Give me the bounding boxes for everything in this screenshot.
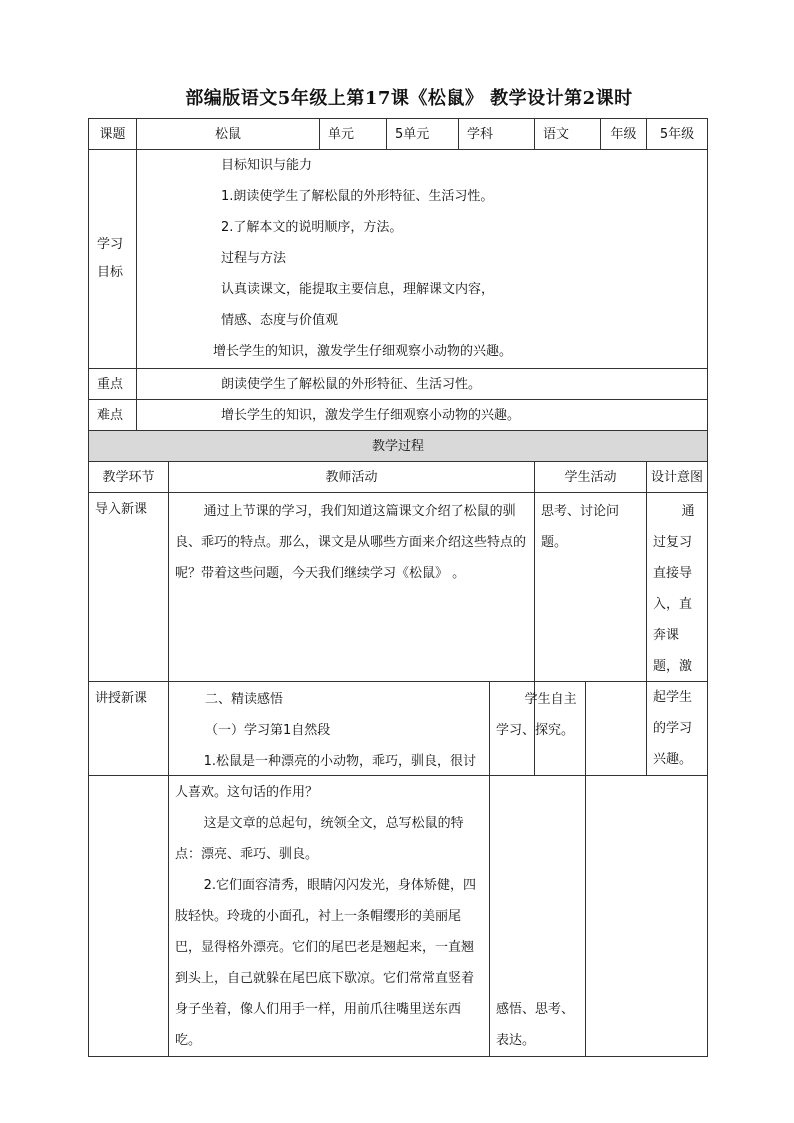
objective-line: 情感、态度与价值观 — [221, 313, 339, 328]
key-point-text: 朗读使学生了解松鼠的外形特征、生活习性。 — [137, 369, 708, 400]
lecture-design-intent — [586, 682, 708, 1057]
objectives-content — [137, 150, 708, 369]
lecture-stage: 讲授新课 — [89, 682, 169, 1057]
objectives-label: 学习 目标 — [89, 150, 137, 369]
intro-stage: 导入新课 — [89, 493, 169, 776]
lesson-plan-table — [88, 118, 708, 776]
unit-value: 5单元 — [387, 119, 459, 150]
objective-line: 2.了解本文的说明顺序，方法。 — [221, 220, 403, 235]
grade-value: 5年级 — [647, 119, 708, 150]
objective-line: 认真读课文，能提取主要信息，理解课文内容， — [221, 282, 495, 297]
col-stage-header: 教学环节 — [89, 462, 169, 493]
objective-line: 1.朗读使学生了解松鼠的外形特征、生活习性。 — [221, 189, 494, 204]
intro-student-activity: 思考、讨论问题。 — [535, 493, 647, 776]
objective-line: 目标知识与能力 — [221, 158, 313, 173]
col-student-header: 学生活动 — [535, 462, 647, 493]
grade-label: 年级 — [601, 119, 647, 150]
topic-label: 课题 — [89, 119, 137, 150]
lecture-teacher-activity: 二、精读感悟 （一）学习第1自然段 1.松鼠是一种漂亮的小动物，乖巧，驯良，很讨人喜欢。这句话的作用？ 这是文章的总起句，统领全文，总写松鼠的特点：漂亮、乖巧、驯良。 2.它们面容清秀，眼睛闪闪发光，身体矫健，四肢轻快。玲珑的小面孔，衬上一条帽缨形的美丽尾巴，显得格外漂亮。它们的尾巴老是翘起来，一直翘到头上，自己就躲在尾巴底下歇凉。它们常常直竖着身子坐着，像人们用手一样，用前爪往嘴里送东西吃。 — [169, 682, 490, 1057]
objective-line: 过程与方法 — [221, 251, 287, 266]
subject-label: 学科 — [459, 119, 535, 150]
difficulty-label: 难点 — [89, 400, 137, 431]
intro-teacher-activity: 通过上节课的学习，我们知道这篇课文介绍了松鼠的驯良、乖巧的特点。那么，课文是从哪些方面来介绍这些特点的呢？带着这些问题，今天我们继续学习《松鼠》 。 — [169, 493, 535, 776]
key-point-label: 重点 — [89, 369, 137, 400]
subject-value: 语文 — [535, 119, 601, 150]
objective-line: 增长学生的知识，激发学生仔细观察小动物的兴趣。 — [213, 344, 513, 359]
process-title: 教学过程 — [89, 431, 708, 462]
unit-label: 单元 — [320, 119, 387, 150]
col-intent-header: 设计意图 — [647, 462, 708, 493]
difficulty-text: 增长学生的知识，激发学生仔细观察小动物的兴趣。 — [137, 400, 708, 431]
col-teacher-header: 教师活动 — [169, 462, 535, 493]
intro-design-intent: 通过复习直接导入，直奔课题，激起学生的学习兴趣。 — [647, 493, 708, 776]
lesson-plan-table-continued — [88, 681, 708, 1057]
lecture-student-activity: 学生自主学习、探究。 感悟、思考、表达。 — [490, 682, 586, 1057]
topic-value: 松鼠 — [137, 119, 320, 150]
document-title: 部编版语文5年级上第17课《松鼠》 教学设计第2课时 — [185, 88, 633, 109]
